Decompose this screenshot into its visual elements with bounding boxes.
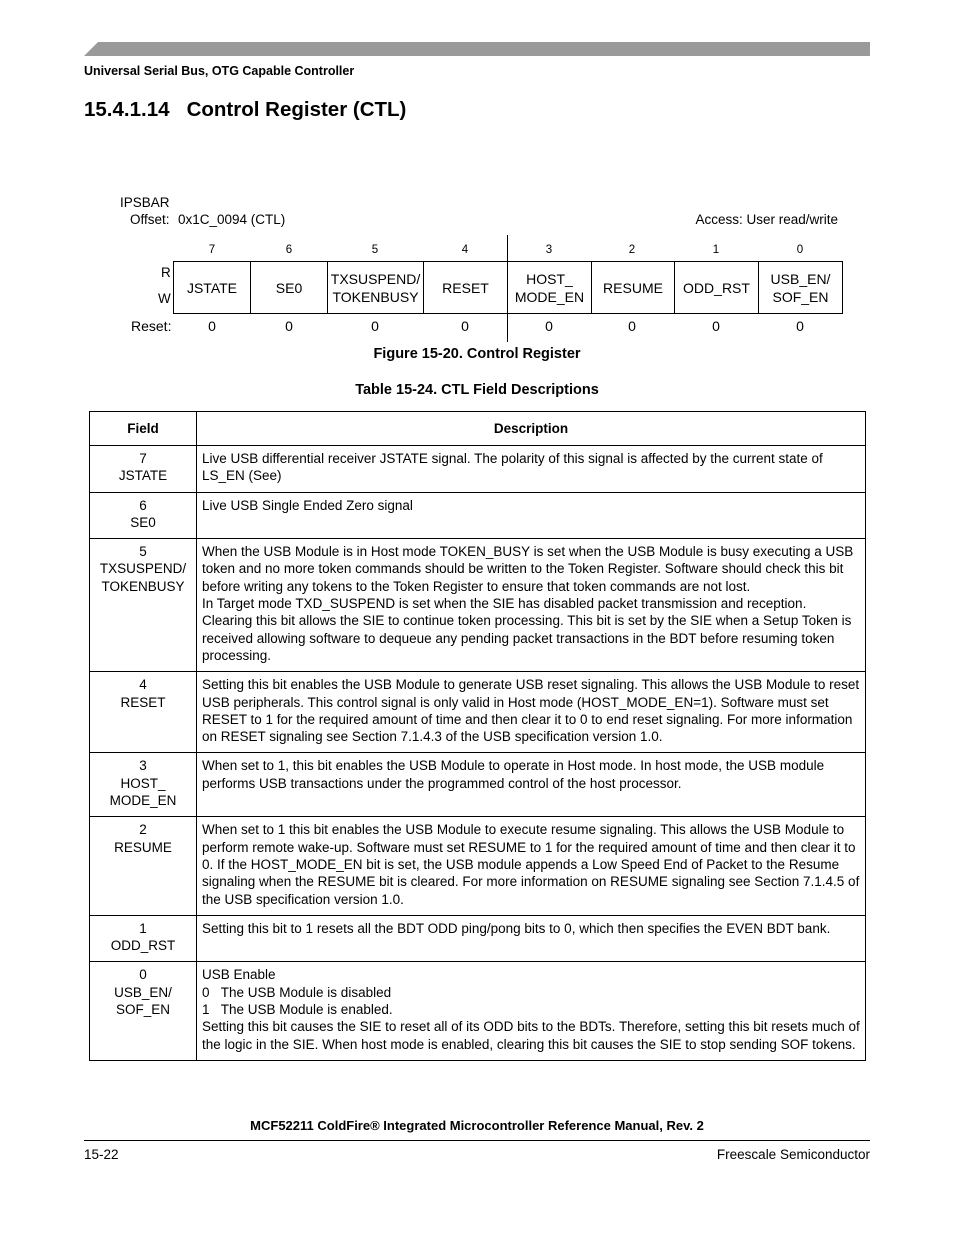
field-cell (90, 962, 197, 1060)
bit-field-name: TXSUSPEND/ (330, 270, 421, 287)
field-cell (90, 753, 197, 817)
bit-field-name: HOST_ (526, 270, 573, 287)
description-text: Setting this bit enables the USB Module to generate USB reset signaling. This allows the USB Module to reset USB peripherals. This control signal is only valid in Host mode (HOST_MODE_EN=1). Software must set RESET to 1 for the required amount of time and then clear it to 0 to end reset signaling. For more information on RESET signaling see Section 7.1.4.3 of the USB specification version 1.0. (202, 677, 860, 745)
header-bar (84, 42, 870, 56)
field-bit: 6 (139, 497, 147, 513)
bit-number: 2 (628, 244, 636, 256)
table-row (90, 492, 866, 539)
field-name: RESUME (114, 839, 172, 855)
bit-number: 5 (371, 244, 379, 256)
field-name: HOST_ (120, 775, 166, 791)
bit-number: 0 (796, 244, 804, 256)
field-bit: 0 (139, 967, 147, 983)
bit-field-host-mode-en (508, 262, 592, 314)
description-text: When set to 1, this bit enables the USB Module to operate in Host mode. In host mode, the USB module performs USB transactions under the programmed control of the host processor. (202, 758, 825, 791)
reset-value: 0 (208, 318, 216, 334)
field-name: MODE_EN (109, 793, 177, 809)
table-row (90, 817, 866, 915)
field-bit: 3 (139, 758, 147, 774)
field-bit: 1 (139, 920, 147, 936)
description-text: Live USB Single Ended Zero signal (202, 497, 413, 513)
field-description-table (89, 411, 866, 1061)
reset-value: 0 (628, 318, 636, 334)
company-name: Freescale Semiconductor (716, 1147, 870, 1162)
register-access: Access: User read/write (695, 212, 838, 227)
table-header-row (90, 412, 866, 446)
page-number: 15-22 (84, 1147, 119, 1162)
description-text: 1 The USB Module is enabled. (202, 1002, 393, 1018)
running-head: Universal Serial Bus, OTG Capable Controller (84, 64, 355, 78)
header-bar-shape (84, 42, 870, 56)
bit-number: 6 (285, 244, 293, 256)
bit-field-name: SOF_EN (772, 288, 829, 305)
table-caption: Table 15-24. CTL Field Descriptions (355, 382, 599, 398)
field-bit: 4 (139, 677, 147, 693)
field-name: USB_EN/ (114, 984, 172, 1000)
register-base-label: IPSBAR (120, 195, 170, 210)
field-bit: 7 (139, 451, 147, 466)
description-cell (197, 672, 866, 753)
table-row (90, 539, 866, 672)
field-name: ODD_RST (110, 938, 176, 954)
table-row (90, 753, 866, 817)
description-text: In Target mode TXD_SUSPEND is set when the SIE has disabled packet transmission and reception. Clearing this bit allows the SIE to continue token processing. This bit is set by the SIE when a Setup Token is received allowing software to dequeue any pending packet transactions in the BDT before resuming token processing. (202, 596, 852, 663)
register-bit-table (173, 261, 843, 314)
field-name: SOF_EN (115, 1002, 170, 1018)
read-label: R (161, 265, 171, 280)
field-name: JSTATE (118, 468, 168, 484)
column-header-description: Description (197, 412, 866, 446)
field-name: SE0 (130, 514, 156, 530)
write-label: W (158, 291, 171, 306)
description-text: When set to 1 this bit enables the USB Module to execute resume signaling. This allows the USB Module to perform remote wake-up. Software must set RESUME to 1 for the required amount of time and then clear it to 0. If the HOST_MODE_EN bit is set, the USB module appends a Low Speed End of Packet to the Resume signaling when the RESUME bit is cleared. For more information on RESUME signaling see Section 7.1.4.5 of the USB specification version 1.0. (202, 822, 860, 907)
column-header-field: Field (90, 412, 197, 446)
bit-number: 3 (545, 244, 553, 256)
table-row (90, 672, 866, 753)
bit-field-name: SE0 (275, 279, 303, 296)
bit-field-se0 (251, 262, 328, 314)
footer-title: MCF52211 ColdFire® Integrated Microcontroller Reference Manual, Rev. 2 (250, 1118, 704, 1133)
bit-number: 4 (461, 244, 469, 256)
field-name: TXSUSPEND/ (99, 561, 187, 577)
description-text: USB Enable (202, 967, 276, 983)
table-row (90, 962, 866, 1060)
bit-field-name: MODE_EN (514, 288, 585, 305)
field-cell (90, 672, 197, 753)
figure-caption: Figure 15-20. Control Register (373, 346, 581, 362)
bit-field-odd-rst (675, 262, 759, 314)
reset-value: 0 (712, 318, 720, 334)
reset-value: 0 (796, 318, 804, 334)
register-offset-label: Offset: (130, 212, 170, 227)
bit-field-name: TOKENBUSY (332, 288, 419, 305)
field-bit: 5 (139, 544, 147, 560)
bit-field-usb-en (759, 262, 843, 314)
bit-field-jstate (174, 262, 251, 314)
bit-field-name: USB_EN/ (770, 270, 831, 287)
bit-number: 7 (208, 244, 216, 256)
bit-field-reset (424, 262, 508, 314)
section-title: 15.4.1.14 Control Register (CTL) (84, 98, 407, 121)
bit-field-name: RESUME (603, 279, 663, 296)
bit-field-name: ODD_RST (683, 279, 750, 296)
table-row (90, 446, 866, 493)
field-cell (90, 446, 197, 493)
reset-value: 0 (285, 318, 293, 334)
description-cell (197, 446, 866, 493)
footer-rule (84, 1140, 870, 1141)
description-cell (197, 492, 866, 539)
reset-value: 0 (461, 318, 469, 334)
description-cell (197, 539, 866, 672)
field-cell (90, 915, 197, 962)
reset-value: 0 (545, 318, 553, 334)
description-cell (197, 915, 866, 962)
field-bit: 2 (139, 822, 147, 838)
field-cell (90, 492, 197, 539)
field-name: RESET (120, 694, 166, 710)
bit-field-name: RESET (442, 279, 489, 296)
bit-field-resume (592, 262, 675, 314)
bit-field-name: JSTATE (186, 279, 238, 296)
description-cell (197, 962, 866, 1060)
description-cell (197, 817, 866, 915)
reset-value: 0 (371, 318, 379, 334)
description-cell (197, 753, 866, 817)
description-text: 0 The USB Module is disabled (202, 984, 392, 1000)
description-text: Live USB differential receiver JSTATE signal. The polarity of this signal is affected by the current state of LS_EN (See) (202, 451, 823, 484)
reset-label: Reset: (131, 318, 172, 334)
bit-field-txsuspend (328, 262, 424, 314)
description-text: Setting this bit to 1 resets all the BDT ODD ping/pong bits to 0, which then specifies the EVEN BDT bank. (202, 920, 831, 936)
description-text: When the USB Module is in Host mode TOKEN_BUSY is set when the USB Module is busy executing a USB token and no more token commands should be written to the Token Register. Software should check this bit before writing any tokens to the Token Register to ensure that token commands are not lost. (202, 544, 854, 594)
field-cell (90, 539, 197, 672)
description-text: Setting this bit causes the SIE to reset all of its ODD bits to the BDTs. Therefore, setting this bit resets much of the logic in the SIE. When host mode is enabled, clearing this bit causes the SIE to stop sending SOF tokens. (202, 1019, 860, 1052)
field-cell (90, 817, 197, 915)
field-name: TOKENBUSY (101, 578, 185, 594)
table-row (90, 915, 866, 962)
bit-number: 1 (712, 244, 720, 256)
register-offset-value: 0x1C_0094 (CTL) (178, 212, 286, 227)
